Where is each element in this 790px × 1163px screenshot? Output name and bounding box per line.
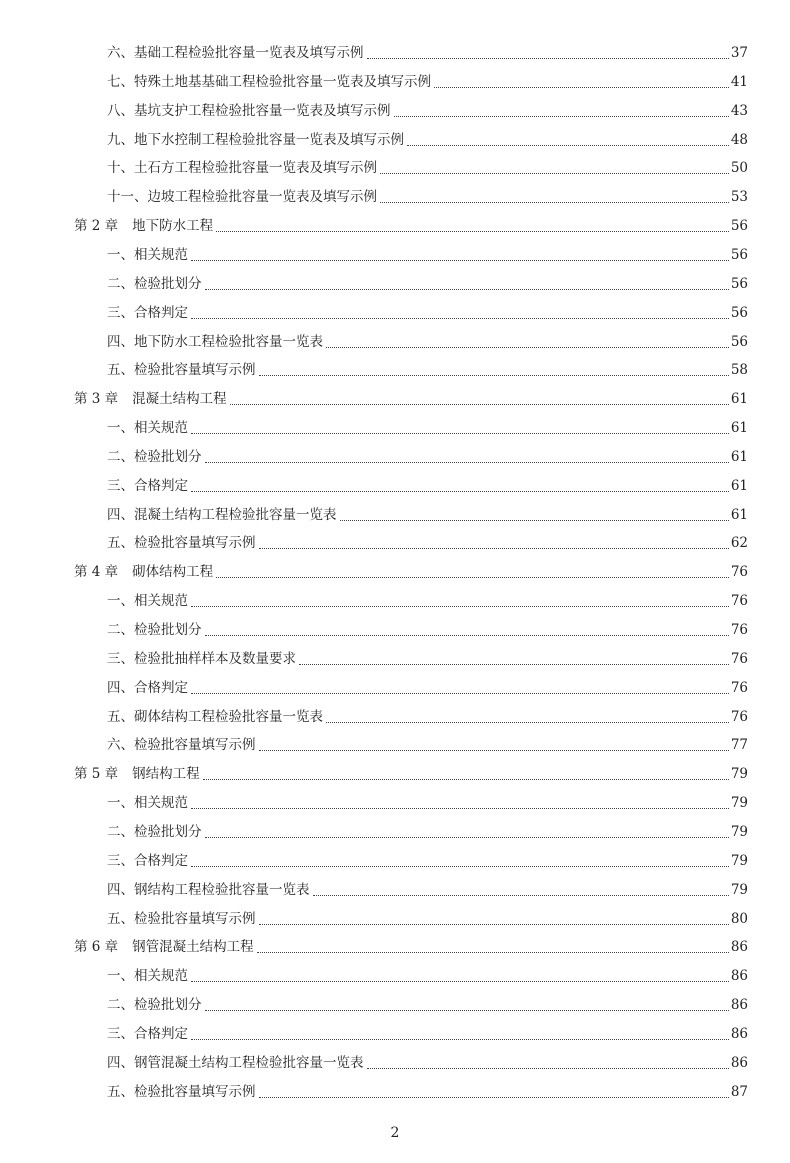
toc-page-number: 79 bbox=[730, 852, 748, 869]
toc-section-entry bbox=[0, 1023, 790, 1043]
toc-page-number: 76 bbox=[730, 708, 748, 725]
toc-section-entry bbox=[0, 1052, 790, 1072]
dot-leader bbox=[259, 750, 729, 751]
toc-page-number: 53 bbox=[730, 189, 748, 206]
toc-entry-title: 三、合格判定 bbox=[107, 1025, 188, 1042]
dot-leader bbox=[367, 58, 729, 59]
toc-entry-title: 一、相关规范 bbox=[107, 593, 188, 610]
toc-page-number: 37 bbox=[730, 45, 748, 61]
toc-section-entry bbox=[0, 648, 790, 668]
toc-chapter-entry bbox=[0, 561, 790, 581]
toc-entry-title: 四、地下防水工程检验批容量一览表 bbox=[107, 333, 323, 350]
toc-entry-title: 二、检验批划分 bbox=[107, 448, 202, 465]
toc-section-entry bbox=[0, 994, 790, 1014]
toc-page-number: 76 bbox=[730, 679, 748, 696]
dot-leader bbox=[205, 635, 729, 636]
toc-section-entry bbox=[0, 331, 790, 351]
toc-page-number: 61 bbox=[730, 391, 748, 408]
toc-page-number: 86 bbox=[730, 968, 748, 985]
toc-entry-title: 二、检验批划分 bbox=[107, 997, 202, 1014]
chapter-number: 第 6 章 bbox=[74, 939, 119, 956]
toc-page-number: 76 bbox=[730, 650, 748, 667]
dot-leader bbox=[191, 981, 729, 982]
toc-entry-title: 九、地下水控制工程检验批容量一览表及填写示例 bbox=[107, 131, 404, 148]
toc-page-number: 86 bbox=[730, 1025, 748, 1042]
toc-page-number: 56 bbox=[730, 275, 748, 292]
dot-leader bbox=[191, 693, 729, 694]
toc-entry-title: 二、检验批划分 bbox=[107, 823, 202, 840]
toc-entry-title: 四、合格判定 bbox=[107, 679, 188, 696]
toc-section-entry bbox=[0, 504, 790, 524]
dot-leader bbox=[203, 779, 729, 780]
dot-leader bbox=[313, 895, 729, 896]
dot-leader bbox=[340, 520, 729, 521]
toc-section-entry bbox=[0, 965, 790, 985]
toc-page-number: 61 bbox=[730, 477, 748, 494]
toc-entry-title: 三、合格判定 bbox=[107, 852, 188, 869]
dot-leader bbox=[367, 1068, 729, 1069]
chapter-number: 第 4 章 bbox=[74, 564, 119, 581]
dot-leader bbox=[259, 1097, 729, 1098]
toc-entry-title bbox=[74, 939, 256, 955]
toc-entry-title: 五、检验批容量填写示例 bbox=[107, 535, 256, 552]
toc-section-entry bbox=[0, 302, 790, 322]
toc-section-entry bbox=[0, 42, 790, 62]
chapter-number: 第 3 章 bbox=[74, 391, 119, 408]
chapter-number: 第 5 章 bbox=[74, 766, 119, 783]
toc-page-number: 79 bbox=[730, 823, 748, 840]
chapter-title: 地下防水工程 bbox=[132, 218, 214, 235]
dot-leader bbox=[191, 606, 729, 607]
toc-entry-title: 二、检验批划分 bbox=[107, 622, 202, 638]
dot-leader bbox=[191, 433, 729, 434]
toc-entry-title: 四、混凝土结构工程检验批容量一览表 bbox=[107, 506, 337, 523]
toc-section-entry bbox=[0, 186, 790, 206]
chapter-title: 钢结构工程 bbox=[132, 766, 200, 783]
dot-leader bbox=[191, 866, 729, 867]
dot-leader bbox=[380, 173, 729, 174]
dot-leader bbox=[191, 1039, 729, 1040]
toc-section-entry bbox=[0, 677, 790, 697]
toc-page-number: 77 bbox=[730, 737, 748, 754]
toc-entry-title: 一、相关规范 bbox=[107, 968, 188, 985]
toc-page-number: 58 bbox=[730, 362, 748, 379]
toc-entry-title: 五、检验批容量填写示例 bbox=[107, 910, 256, 927]
toc-section-entry bbox=[0, 1081, 790, 1101]
toc-section-entry bbox=[0, 879, 790, 899]
toc-section-entry bbox=[0, 359, 790, 379]
toc-entry-title: 二、检验批划分 bbox=[107, 275, 202, 292]
dot-leader bbox=[191, 260, 729, 261]
toc-section-entry bbox=[0, 100, 790, 120]
toc-entry-title: 五、检验批容量填写示例 bbox=[107, 362, 256, 379]
toc-entry-title: 四、钢结构工程检验批容量一览表 bbox=[107, 881, 310, 898]
dot-leader bbox=[380, 202, 729, 203]
dot-leader bbox=[407, 145, 729, 146]
dot-leader bbox=[216, 577, 729, 578]
toc-entry-title: 十、土石方工程检验批容量一览表及填写示例 bbox=[107, 160, 377, 177]
dot-leader bbox=[434, 87, 729, 88]
toc-page-number: 61 bbox=[730, 420, 748, 437]
toc-chapter-entry bbox=[0, 388, 790, 408]
toc-section-entry bbox=[0, 71, 790, 91]
toc-entry-title bbox=[74, 564, 215, 580]
dot-leader bbox=[191, 318, 729, 319]
toc-page-number: 56 bbox=[730, 304, 748, 321]
dot-leader bbox=[259, 924, 729, 925]
toc-section-entry bbox=[0, 908, 790, 928]
dot-leader bbox=[394, 116, 729, 117]
toc-chapter-entry bbox=[0, 936, 790, 956]
toc-entry-title: 一、相关规范 bbox=[107, 795, 188, 812]
toc-entry-title: 三、检验批抽样样本及数量要求 bbox=[107, 650, 296, 667]
toc-entry-title: 四、钢管混凝土结构工程检验批容量一览表 bbox=[107, 1054, 364, 1071]
toc-section-entry bbox=[0, 619, 790, 639]
dot-leader bbox=[259, 375, 729, 376]
toc-entry-title: 八、基坑支护工程检验批容量一览表及填写示例 bbox=[107, 102, 391, 119]
chapter-title: 钢管混凝土结构工程 bbox=[132, 939, 254, 956]
toc-page-number: 79 bbox=[730, 881, 748, 898]
dot-leader bbox=[205, 289, 729, 290]
toc-page-number: 79 bbox=[730, 766, 748, 783]
dot-leader bbox=[299, 664, 729, 665]
dot-leader bbox=[257, 952, 729, 953]
dot-leader bbox=[216, 231, 729, 232]
dot-leader bbox=[191, 491, 729, 492]
dot-leader bbox=[205, 1010, 729, 1011]
dot-leader bbox=[205, 837, 729, 838]
toc-entry-title bbox=[74, 218, 215, 234]
toc-section-entry bbox=[0, 273, 790, 293]
toc-entry-title: 三、合格判定 bbox=[107, 304, 188, 321]
page-number: 2 bbox=[390, 1125, 400, 1141]
toc-section-entry bbox=[0, 532, 790, 552]
toc-page-number: 48 bbox=[730, 131, 748, 148]
toc-entry-title: 六、基础工程检验批容量一览表及填写示例 bbox=[107, 45, 364, 61]
chapter-title: 砌体结构工程 bbox=[132, 564, 214, 581]
toc-page-number: 61 bbox=[730, 448, 748, 465]
toc-section-entry bbox=[0, 792, 790, 812]
toc-section-entry bbox=[0, 821, 790, 841]
toc-entry-title: 一、相关规范 bbox=[107, 420, 188, 437]
toc-page-number: 76 bbox=[730, 564, 748, 581]
toc-section-entry bbox=[0, 244, 790, 264]
toc-page-number: 76 bbox=[730, 622, 748, 638]
toc-entry-title: 六、检验批容量填写示例 bbox=[107, 737, 256, 754]
toc-section-entry bbox=[0, 475, 790, 495]
toc-chapter-entry bbox=[0, 763, 790, 783]
dot-leader bbox=[205, 462, 729, 463]
toc-chapter-entry bbox=[0, 215, 790, 235]
toc-page-number: 56 bbox=[730, 218, 748, 235]
dot-leader bbox=[326, 347, 729, 348]
toc-page-number: 87 bbox=[730, 1083, 748, 1100]
toc-page-number: 56 bbox=[730, 333, 748, 350]
toc-section-entry bbox=[0, 706, 790, 726]
dot-leader bbox=[259, 548, 729, 549]
dot-leader bbox=[191, 808, 729, 809]
toc-page-number: 86 bbox=[730, 939, 748, 956]
toc-page-number: 86 bbox=[730, 1054, 748, 1071]
toc-section-entry bbox=[0, 590, 790, 610]
toc-section-entry bbox=[0, 850, 790, 870]
toc-entry-title: 一、相关规范 bbox=[107, 246, 188, 263]
toc-entry-title bbox=[74, 766, 202, 782]
chapter-title: 混凝土结构工程 bbox=[132, 391, 227, 408]
toc-entry-title: 五、检验批容量填写示例 bbox=[107, 1083, 256, 1100]
toc-page-number: 76 bbox=[730, 593, 748, 610]
toc-page-number: 41 bbox=[730, 73, 748, 90]
toc-page-number: 43 bbox=[730, 102, 748, 119]
toc-page-number: 50 bbox=[730, 160, 748, 177]
toc-section-entry bbox=[0, 157, 790, 177]
toc-entry-title bbox=[74, 391, 229, 407]
toc-entry-title: 七、特殊土地基基础工程检验批容量一览表及填写示例 bbox=[107, 73, 431, 90]
toc-page-number: 80 bbox=[730, 910, 748, 927]
toc-section-entry bbox=[0, 417, 790, 437]
toc-section-entry bbox=[0, 734, 790, 754]
dot-leader bbox=[326, 722, 729, 723]
toc-entry-title: 三、合格判定 bbox=[107, 477, 188, 494]
toc-page-number: 61 bbox=[730, 506, 748, 523]
toc-page-number: 62 bbox=[730, 535, 748, 552]
toc-entry-title: 五、砌体结构工程检验批容量一览表 bbox=[107, 708, 323, 725]
toc-page-number: 86 bbox=[730, 997, 748, 1014]
chapter-number: 第 2 章 bbox=[74, 218, 119, 235]
toc-section-entry bbox=[0, 446, 790, 466]
toc-entry-title: 十一、边坡工程检验批容量一览表及填写示例 bbox=[107, 189, 377, 206]
toc-section-entry bbox=[0, 129, 790, 149]
toc-page-number: 56 bbox=[730, 246, 748, 263]
toc-page-number: 79 bbox=[730, 795, 748, 812]
dot-leader bbox=[230, 404, 729, 405]
